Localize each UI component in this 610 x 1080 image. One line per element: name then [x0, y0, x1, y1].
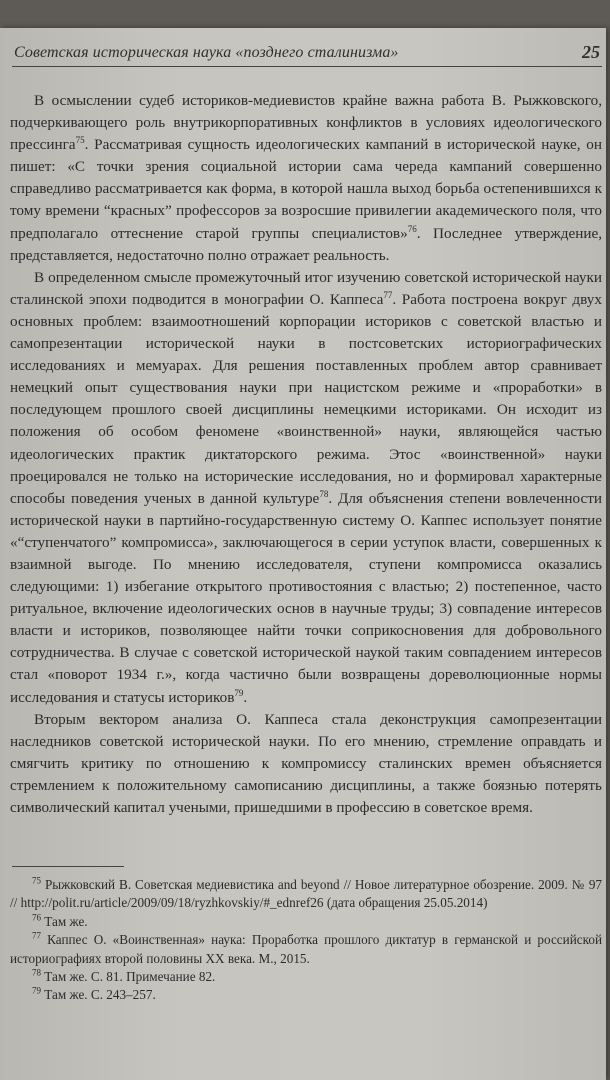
footnote-text: Каппес О. «Воинственная» наука: Проработка прошлого диктатур в германской и российской историографиях второй половины XX века. М., 2015.: [10, 932, 603, 966]
footnote-ref-77: 77: [383, 289, 393, 300]
footnote-number: 78: [32, 967, 41, 978]
paragraph-2: [10, 267, 602, 709]
text-run: . Для объяснения степени вовлеченности исторической науки в партийно-государственную систему О. Каппес использует понятие «“ступенчатого” компромисса», заключающегося в серии уступок власти, совершенных к взаимной выгоде. По мнению исследователя, ступени компромисса оказались следующими: 1) избегание открытого противостояния с властью; 2) постепенное, часто ритуальное, включение идеологических основ в научные труды; 3) совпадение интересов власти и историков, позволяющее найти точки соприкосновения для добровольного сотрудничества. В случае с советской исторической наукой таким совпадением интересов стал «поворот 1934 г.», когда частично были возвращены дореволюционные нормы исследования и статусы историков: [10, 489, 602, 706]
footnote-77: [10, 931, 602, 968]
footnote-text: Рыжковский В. Советская медиевистика and beyond // Новое литературное обозрение. 2009. № 97 // http://polit.ru/article/2009/09/18/ryzhkovskiy/#_ednref26 (дата обращения 25.05.2014): [10, 877, 603, 911]
footnote-76: [10, 913, 602, 931]
footnote-number: 79: [32, 986, 41, 997]
paragraph-3: [10, 709, 602, 819]
footnote-number: 76: [32, 912, 41, 923]
footnote-text: Там же.: [44, 913, 88, 929]
text-run: . Последнее утверждение, представляется, недостаточно полно отражает реальность.: [10, 224, 602, 264]
text-run: .: [243, 688, 248, 706]
footnote-ref-79: 79: [234, 687, 244, 698]
text-run: В определенном смысле промежуточный итог изучению советской исторической науки сталинской эпохи подводится в монографии О. Каппеса: [10, 268, 602, 308]
footnote-text: Там же. С. 81. Примечание 82.: [44, 969, 216, 985]
footnote-78: [10, 968, 602, 986]
footnotes: [10, 876, 602, 1005]
footnote-number: 75: [32, 875, 41, 886]
footnote-ref-76: 76: [407, 223, 417, 234]
footnote-number: 77: [32, 930, 41, 941]
footnote-text: Там же. С. 243–257.: [44, 987, 156, 1003]
page-number: 25: [582, 42, 600, 62]
footnote-ref-78: 78: [319, 488, 329, 499]
main-text: [10, 90, 602, 819]
book-page: [0, 28, 606, 1080]
footnote-ref-75: 75: [75, 135, 85, 146]
running-title: Советская историческая наука «позднего сталинизма»: [14, 44, 399, 61]
footnote-75: [10, 876, 602, 913]
running-header: [12, 42, 602, 67]
text-run: В осмыслении судеб историков-медиевистов крайне важна работа В. Рыжковского, подчеркивающего роль внутрикорпоративных конфликтов в условиях идеологического прессинга: [10, 92, 602, 154]
paragraph-1: [10, 90, 602, 267]
text-run: Вторым вектором анализа О. Каппеса стала деконструкция самопрезентации наследников советской исторической науки. По его мнению, стремление оправдать и смягчить критику по отношению к компромиссу сталинских времен объясняется стремлением к положительному самописанию дисциплины, а также боязнью потерять символический капитал учеными, пришедшими в профессию в советское время.: [10, 710, 602, 816]
text-run: . Работа построена вокруг двух основных проблем: взаимоотношений корпорации историков с советской властью и самопрезентации исторической науки в постсоветских историографических исследованиях и мемуарах. Для решения поставленных проблем автор сравнивает немецкий опыт существования науки при нацистском режиме и «проработки» в последующем прошлого своей дисциплины немецкими историками. Он исходит из положения об особом феномене «воинственной» науки, являющейся частью идеологических практик диктаторского режима. Этос «воинственной» науки проецировался не только на исторические исследования, но и формировал характерные способы поведения ученых в данной культуре: [10, 290, 602, 507]
footnote-divider: [12, 866, 124, 867]
text-run: . Рассматривая сущность идеологических кампаний в исторической науке, он пишет: «С точки зрения социальной истории сама череда кампаний совершенно справедливо рассматривается как форма, в которой нашла выход борьба остепенившихся к тому времени “красных” профессоров за возросшие привилегии академического поля, что предполагало оттеснение старой группы специалистов»: [10, 136, 602, 242]
footnote-79: [10, 986, 602, 1004]
